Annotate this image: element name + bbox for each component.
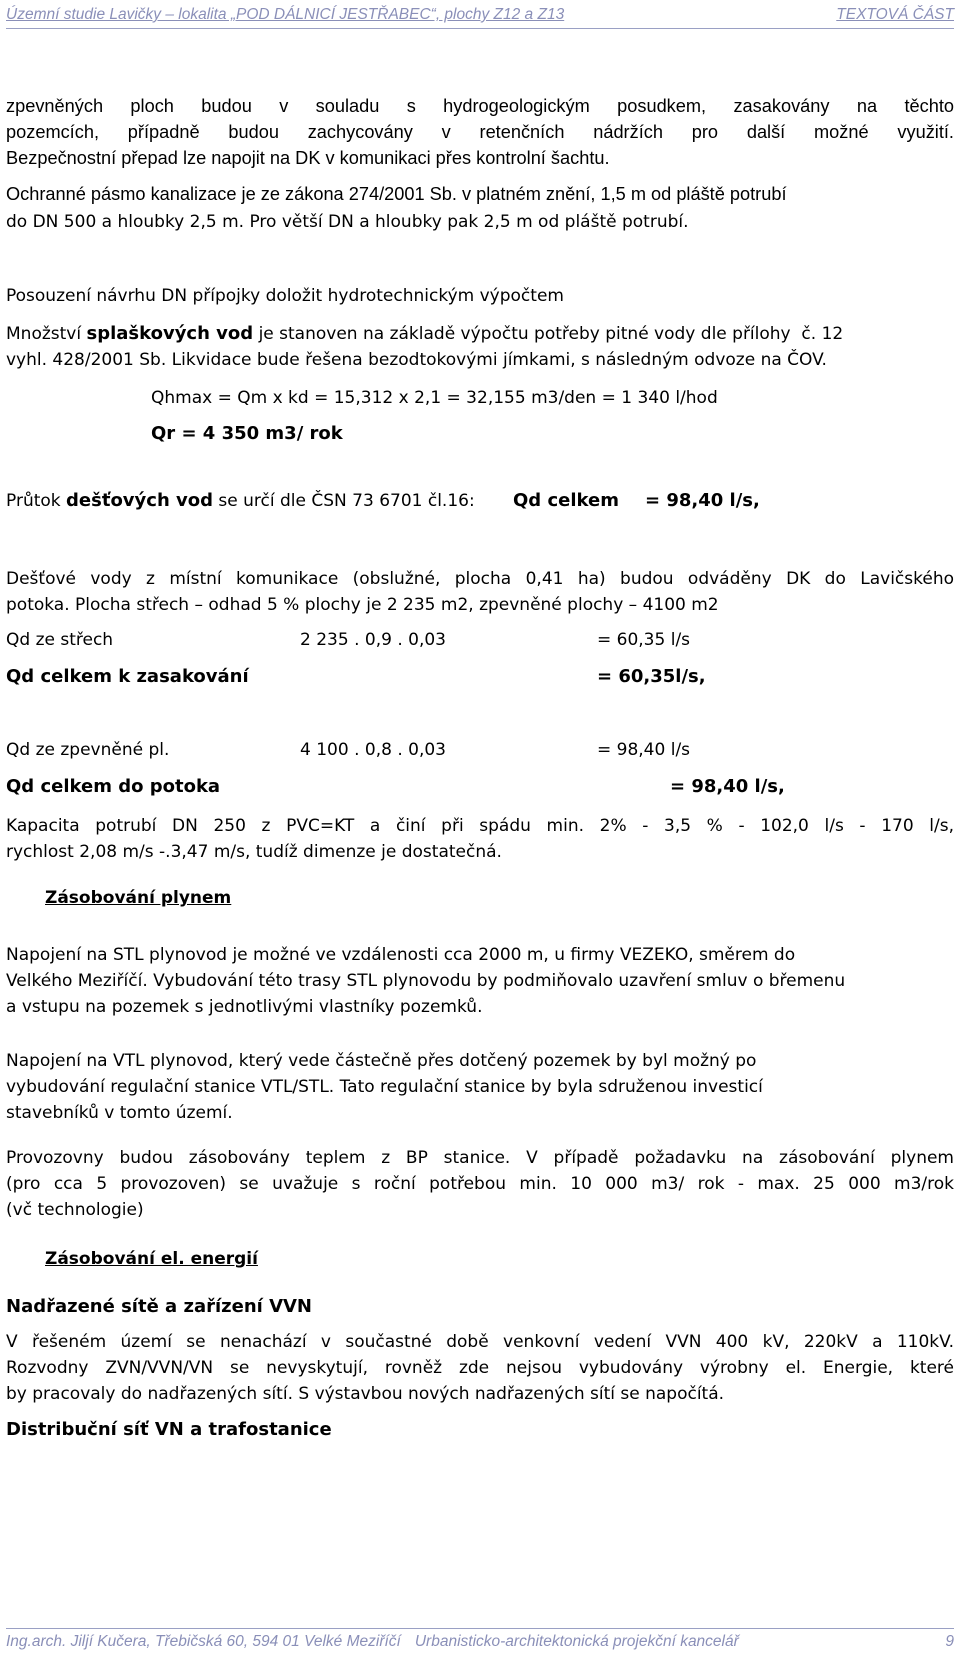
prutok-c: se určí dle ČSN 73 6701 čl.16: [213, 491, 475, 511]
calc-r4-result: = 98,40 l/s, [670, 776, 785, 797]
plyn1-line2: Velkého Meziříčí. Vybudování této trasy STL plynovodu by podmiňovalo uzavření smluv o břemenu [6, 971, 846, 991]
plyn2-line2: vybudování regulační stanice VTL/STL. Tato regulační stanice by byla sdruženou investicí [6, 1077, 763, 1097]
mnozstvi-c: je stanoven na základě výpočtu potřeby pitné vody dle přílohy č. 12 [253, 324, 844, 344]
vvn-line2: Rozvodny ZVN/VVN/VN se nevyskytují, rovněž zde nejsou vybudovány výrobny el. Energie, které [6, 1358, 954, 1378]
para1-line1: zpevněných ploch budou v souladu s hydrogeologickým posudkem, zasakovány na těchto [6, 96, 954, 116]
header-title: Územní studie Lavičky – lokalita „POD DÁLNICÍ JESTŘABEC“, plochy Z12 a Z13 [6, 6, 565, 23]
qhmax-formula: Qhmax = Qm x kd = 15,312 x 2,1 = 32,155 m3/den = 1 340 l/hod [151, 388, 718, 408]
plyn3-line1: Provozovny budou zásobovány teplem z BP stanice. V případě požadavku na zásobování plynem [6, 1148, 954, 1168]
mnozstvi-a: Množství [6, 324, 87, 344]
heading-nadrazene-site-vvn: Nadřazené sítě a zařízení VVN [6, 1296, 312, 1317]
para2-line2: do DN 500 a hloubky 2,5 m. Pro větší DN a hloubky pak 2,5 m od pláště potrubí. [6, 212, 689, 232]
heading-zasobovani-plynem: Zásobování plynem [45, 888, 232, 908]
calc-r1-formula: 2 235 . 0,9 . 0,03 [300, 630, 446, 650]
calc-r1-result: = 60,35 l/s [597, 630, 691, 650]
plyn1-line3: a vstupu na pozemek s jednotlivými vlastníky pozemků. [6, 997, 483, 1017]
header-section: TEXTOVÁ ČÁST [836, 6, 954, 23]
plyn3-line3: (vč technologie) [6, 1200, 144, 1220]
footer-author: Ing.arch. Jiljí Kučera, Třebičská 60, 594 01 Velké Meziříčí [6, 1633, 401, 1650]
para1-line2: pozemcích, případně budou zachycovány v retenčních nádržích pro další možné využití. [6, 122, 954, 142]
posouzeni-text: Posouzení návrhu DN přípojky doložit hydrotechnickým výpočtem [6, 286, 564, 306]
kapacita-line2: rychlost 2,08 m/s -.3,47 m/s, tudíž dimenze je dostatečná. [6, 842, 502, 862]
footer-office: Urbanisticko-architektonická projekční kancelář [414, 1633, 739, 1650]
prutok-qd-value: = 98,40 l/s, [645, 490, 760, 511]
para1-line3: Bezpečnostní přepad lze napojit na DK v komunikaci přes kontrolní šachtu. [6, 148, 610, 168]
page-header [6, 6, 954, 24]
footer-rule [6, 1628, 954, 1629]
plyn2-line3: stavebníků v tomto území. [6, 1103, 233, 1123]
calc-r3-label: Qd ze zpevněné pl. [6, 740, 170, 760]
calc-r3-result: = 98,40 l/s [597, 740, 691, 760]
calc-r3-formula: 4 100 . 0,8 . 0,03 [300, 740, 446, 760]
destove-line2: potoka. Plocha střech – odhad 5 % plochy je 2 235 m2, zpevněné plochy – 4100 m2 [6, 595, 719, 615]
kapacita-line1: Kapacita potrubí DN 250 z PVC=KT a činí při spádu min. 2% - 3,5 % - 102,0 l/s - 170 l/s, [6, 816, 954, 836]
prutok-qd-label: Qd celkem [513, 490, 619, 511]
vvn-line1: V řešeném území se nenachází v součastné době venkovní vedení VVN 400 kV, 220kV a 110kV. [6, 1332, 954, 1352]
prutok-line [6, 491, 475, 511]
calc-r4-label: Qd celkem do potoka [6, 776, 221, 797]
page-footer [6, 1633, 954, 1651]
calc-r2-result: = 60,35l/s, [597, 666, 706, 687]
plyn1-line1: Napojení na STL plynovod je možné ve vzdálenosti cca 2000 m, u firmy VEZEKO, směrem do [6, 945, 796, 965]
heading-zasobovani-el-energii: Zásobování el. energií [45, 1249, 258, 1269]
destove-line1: Dešťové vody z místní komunikace (obslužné, plocha 0,41 ha) budou odváděny DK do Lavičského [6, 569, 954, 589]
prutok-a: Průtok [6, 491, 67, 511]
para2-line1: Ochranné pásmo kanalizace je ze zákona 274/2001 Sb. v platném znění, 1,5 m od pláště potrubí [6, 184, 787, 204]
heading-distribucni-sit-vn: Distribuční síť VN a trafostanice [6, 1419, 332, 1440]
mnozstvi-b: splaškových vod [86, 323, 254, 344]
header-rule [6, 28, 954, 29]
prutok-b: dešťových vod [66, 490, 214, 511]
mnozstvi-line2: vyhl. 428/2001 Sb. Likvidace bude řešena bezodtokovými jímkami, s následným odvoze na ČOV. [6, 350, 827, 370]
qr-value: Qr = 4 350 m3/ rok [151, 423, 343, 444]
calc-r2-label: Qd celkem k zasakování [6, 666, 249, 687]
mnozstvi-line1 [6, 324, 954, 344]
page-number: 9 [945, 1633, 954, 1650]
calc-r1-label: Qd ze střech [6, 630, 114, 650]
plyn2-line1: Napojení na VTL plynovod, který vede částečně přes dotčený pozemek by byl možný po [6, 1051, 757, 1071]
vvn-line3: by pracovaly do nadřazených sítí. S výstavbou nových nadřazených sítí se napočítá. [6, 1384, 725, 1404]
plyn3-line2: (pro cca 5 provozoven) se uvažuje s roční potřebou min. 10 000 m3/ rok - max. 25 000 m3/rok [6, 1174, 954, 1194]
